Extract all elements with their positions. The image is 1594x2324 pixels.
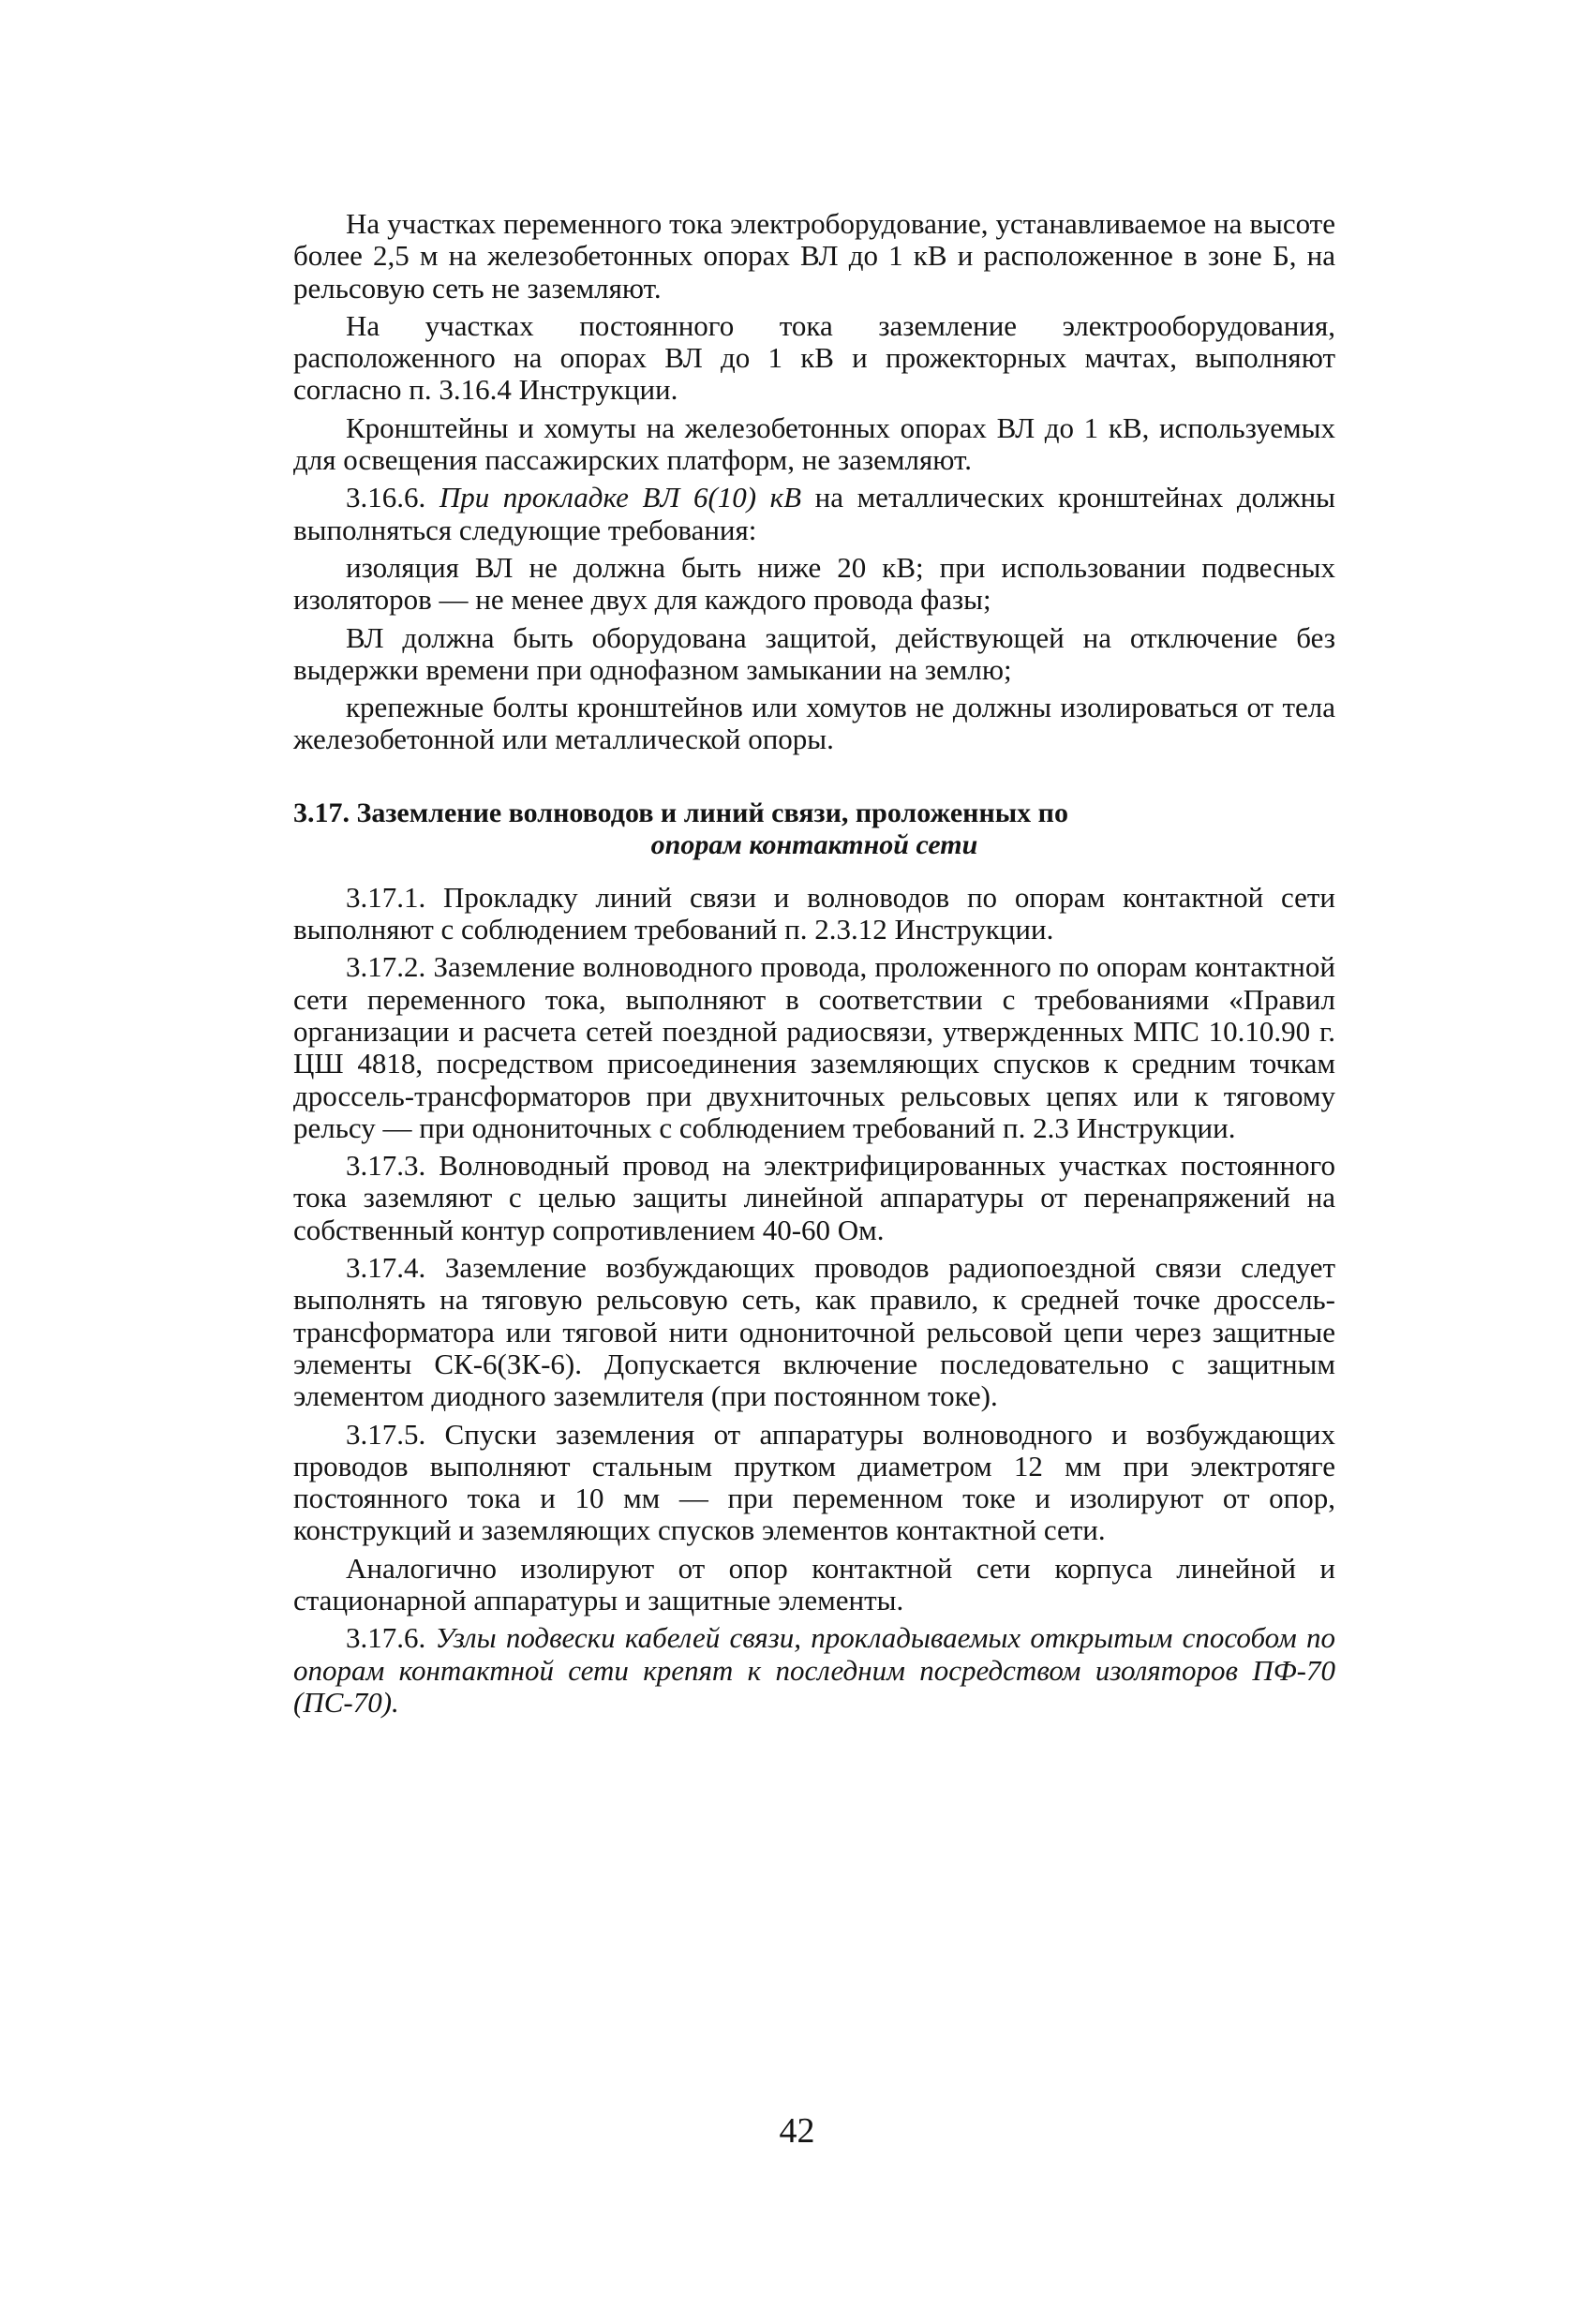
paragraph-3-17-3: 3.17.3. Волноводный провод на электрифицированных участках постоянного тока заземляют с целью защиты линейной аппаратуры от перенапряжений на собственный контур сопротивлением 40-60 Ом. [293,1149,1335,1246]
section-heading-3-17 [293,797,1335,861]
paragraph-3-17-1: 3.17.1. Прокладку линий связи и волноводов по опорам контактной сети выполняют с соблюдением требований п. 2.3.12 Инструкции. [293,880,1335,946]
clause-number-3-17-6: 3.17.6. [346,1621,426,1655]
paragraph-3-17-4: 3.17.4. Заземление возбуждающих проводов радиопоездной связи следует выполнять на тяговую рельсовую сеть, как правило, к средней точке дроссель-трансформатора или тяговой нити однониточной рельсовой цепи через защитные элементы СК-6(ЗК-6). Допускается включение последовательно с защитным элементом диодного заземлителя (при постоянном токе). [293,1251,1335,1413]
clause-italic-lead: При прокладке ВЛ 6(10) кВ [439,481,802,514]
clause-text: на металлических кронштейнах должны выполняться следующие требования: [293,481,1335,546]
paragraph-3-17-2: 3.17.2. Заземление волноводного провода, проложенного по опорам контактной сети переменного тока, выполняют в соответствии с требованиями «Правил организации и расчета сетей поездной радиосвязи, утвержденных МПС 10.10.90 г. ЦШ 4818, посредством присоединения заземляющих спусков к средним точкам дроссель-трансформаторов при двухниточных рельсовых цепях или к тяговому рельсу — при однониточных с соблюдением требований п. 2.3 Инструкции. [293,950,1335,1144]
paragraph-3-17-6 [293,1622,1335,1719]
clause-number: 3.16.6. [346,481,426,514]
page-number: 42 [779,2111,815,2151]
paragraph-dc-grounding: На участках постоянного тока заземление электрооборудования, расположенного на опорах ВЛ до 1 кВ и прожекторных мачтах, выполняют согласно п. 3.16.4 Инструкции. [293,308,1335,407]
paragraph-brackets: Кронштейны и хомуты на железобетонных опорах ВЛ до 1 кВ, используемых для освещения пассажирских платформ, не заземляют. [293,410,1335,477]
paragraph-3-17-5: 3.17.5. Спуски заземления от аппаратуры волноводного и возбуждающих проводов выполняют стальным прутком диаметром 12 мм при электротяге постоянного тока и 10 мм — при переменном токе и изолируют от опор, конструкций и заземляющих спусков элементов контактной сети. [293,1417,1335,1547]
requirement-insulation: изоляция ВЛ не должна быть ниже 20 кВ; при использовании подвесных изоляторов — не менее двух для каждого провода фазы; [293,550,1335,617]
paragraph-ac-equipment: На участках переменного тока электроборудование, устанавливаемое на высоте более 2,5 м на железобетонных опорах ВЛ до 1 кВ и расположенное в зоне Б, на рельсовую сеть не заземляют. [293,207,1335,305]
paragraph-similarly: Аналогично изолируют от опор контактной сети корпуса линейной и стационарной аппаратуры и защитные элементы. [293,1551,1335,1616]
body-text [293,208,1335,1724]
requirement-bolts: крепежные болты кронштейнов или хомутов не должны изолироваться от тела железобетонной или металлической опоры. [293,691,1335,756]
requirement-protection: ВЛ должна быть оборудована защитой, действующей на отключение без выдержки времени при однофазном замыкании на землю; [293,620,1335,686]
paragraph-3-16-6 [293,482,1335,546]
section-heading-line2: опорам контактной сети [650,828,978,860]
section-heading-line1: 3.17. Заземление волноводов и линий связи, проложенных по [293,797,1068,828]
clause-3-17-6-text: Узлы подвески кабелей связи, прокладываемых открытым способом по опорам контактной сети крепят к последним посредством изоляторов ПФ-70 (ПС-70). [293,1621,1335,1719]
